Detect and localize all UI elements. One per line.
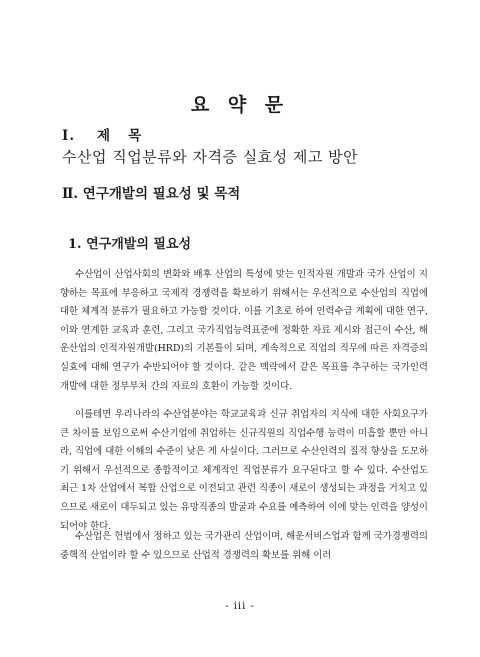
subsection-1-heading: 1. 연구개발의 필요성 — [68, 237, 192, 252]
section-1-label: 제 목 — [97, 128, 143, 144]
body-paragraph-3: 수산업은 헌법에서 정하고 있는 국가관리 산업이며, 해운서비스업과 함께 국가경쟁력의 중핵적 산업이라 할 수 있으므로 산업적 경쟁력의 확보를 위해 이러 — [60, 531, 428, 561]
body-paragraph-1: 수산업이 산업사회의 변화와 배후 산업의 특성에 맞는 인적자원 개발과 국가 산업이 지향하는 목표에 부응하고 국제적 경쟁력을 확보하기 위해서는 우선적으로 수산업의 직업에 대한 체계적 분류가 필요하고 가능할 것이다. 이를 기초로 하여 인력수급 계획에 대한 연구, 이와 연계한 교육과 훈련, 그리고 국가직업능력표준에 정확한 자료 제시와 접근이 수산, 해운산업의 인적자원개발(HRD)의 기본틀이 되며, 계속적으로 직업의 직무에 따른 자격증의 실효에 대해 연구가 수반되어야 할 것이다. 같은 맥락에서 같은 목표를 추구하는 국가인력개발에 대한 정부부처 간의 자료의 호환이 가능할 것이다. — [60, 269, 428, 392]
section-1-numeral: Ⅰ. — [62, 128, 76, 144]
document-title: 요 약 문 — [190, 94, 290, 116]
body-paragraph-2: 이를테면 우리나라의 수산업분야는 학교교육과 신규 취업자의 지식에 대한 사회요구가 큰 차이를 보임으로써 수산기업에 취업하는 신규직원의 직업수행 능력이 미흡할 뿐만 아니라, 직업에 대한 이해의 수준이 낮은 게 사실이다. 그러므로 수산인력의 질적 향상을 도모하기 위해서 우선적으로 종합적이고 체계적인 직업분류가 요구된다고 할 수 있다. 수산업도 최근 1차 산업에서 복합 산업으로 이전되고 관련 직종이 새로이 생성되는 과정을 거치고 있으므로 새로이 대두되고 있는 유망직종의 발굴과 수요를 예측하여 이에 맞는 인력을 양성이 되어야 한다. — [60, 409, 428, 532]
report-subject: 수산업 직업분류와 자격증 실효성 제고 방안 — [62, 148, 359, 166]
section-2-heading: Ⅱ. 연구개발의 필요성 및 목적 — [62, 186, 241, 202]
section-1-heading — [62, 124, 142, 144]
page-number: - iii - — [225, 601, 255, 612]
